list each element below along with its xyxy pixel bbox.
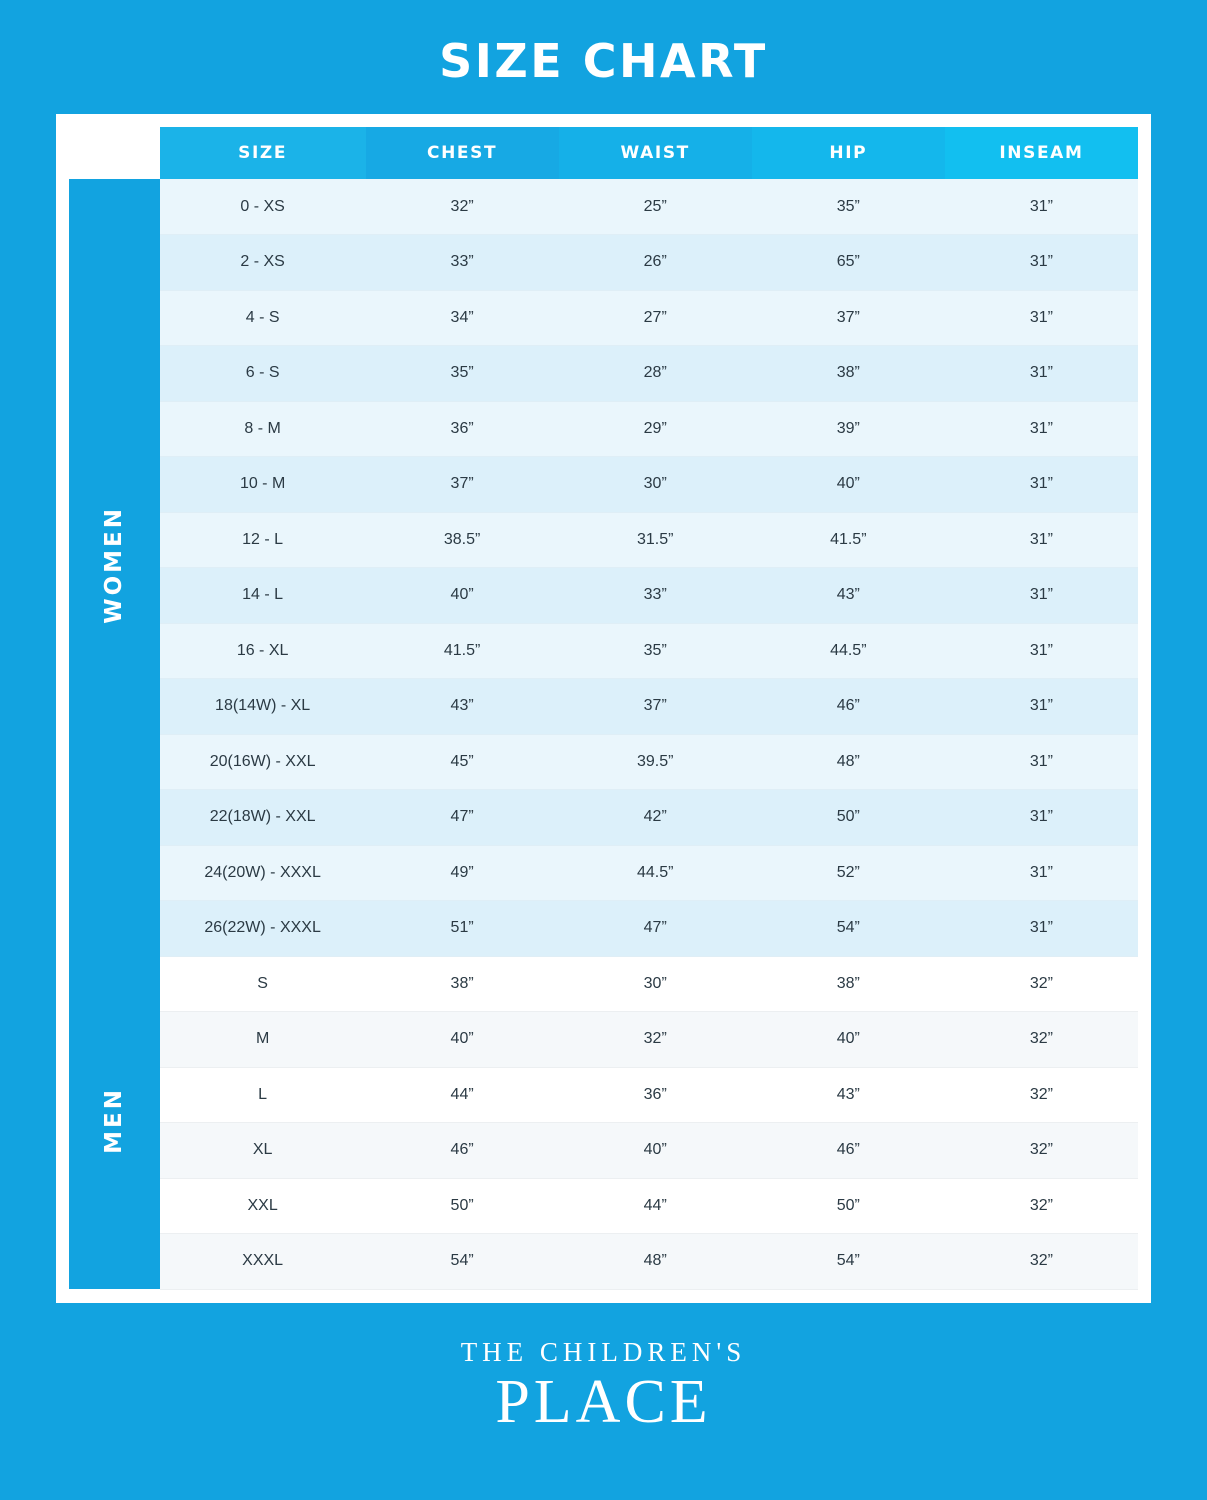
- cell-hip: 46”: [752, 1123, 945, 1179]
- table-row: [69, 790, 1138, 846]
- cell-chest: 38.5”: [366, 512, 559, 568]
- cell-inseam: 32”: [945, 1123, 1138, 1179]
- cell-waist: 44”: [559, 1178, 752, 1234]
- cell-inseam: 32”: [945, 956, 1138, 1012]
- cell-chest: 51”: [366, 901, 559, 957]
- column-header-inseam: INSEAM: [945, 127, 1138, 179]
- cell-size: 2 - XS: [160, 235, 366, 291]
- cell-hip: 39”: [752, 401, 945, 457]
- cell-size: 16 - XL: [160, 623, 366, 679]
- cell-inseam: 31”: [945, 401, 1138, 457]
- cell-waist: 44.5”: [559, 845, 752, 901]
- cell-hip: 43”: [752, 1067, 945, 1123]
- table-row: [69, 457, 1138, 513]
- cell-hip: 52”: [752, 845, 945, 901]
- table-row: [69, 290, 1138, 346]
- cell-inseam: 31”: [945, 512, 1138, 568]
- cell-chest: 44”: [366, 1067, 559, 1123]
- table-row: [69, 623, 1138, 679]
- cell-waist: 28”: [559, 346, 752, 402]
- table-row: [69, 1012, 1138, 1068]
- cell-hip: 37”: [752, 290, 945, 346]
- table-row: [69, 235, 1138, 291]
- cell-size: 8 - M: [160, 401, 366, 457]
- cell-inseam: 31”: [945, 845, 1138, 901]
- group-label-women-text: WOMEN: [101, 506, 128, 624]
- table-row: [69, 568, 1138, 624]
- cell-inseam: 32”: [945, 1067, 1138, 1123]
- cell-chest: 32”: [366, 179, 559, 235]
- cell-size: 22(18W) - XXL: [160, 790, 366, 846]
- cell-inseam: 31”: [945, 346, 1138, 402]
- cell-chest: 34”: [366, 290, 559, 346]
- cell-chest: 38”: [366, 956, 559, 1012]
- table-row: [69, 512, 1138, 568]
- table-row: [69, 845, 1138, 901]
- cell-hip: 40”: [752, 457, 945, 513]
- cell-size: 14 - L: [160, 568, 366, 624]
- group-label-women: [69, 179, 160, 956]
- cell-chest: 37”: [366, 457, 559, 513]
- cell-hip: 54”: [752, 1234, 945, 1290]
- table-header-row: [69, 127, 1138, 179]
- cell-waist: 36”: [559, 1067, 752, 1123]
- cell-waist: 30”: [559, 457, 752, 513]
- cell-waist: 35”: [559, 623, 752, 679]
- cell-size: 12 - L: [160, 512, 366, 568]
- cell-hip: 48”: [752, 734, 945, 790]
- table-row: [69, 956, 1138, 1012]
- brand-logo-line2: PLACE: [495, 1367, 712, 1436]
- cell-hip: 54”: [752, 901, 945, 957]
- cell-chest: 43”: [366, 679, 559, 735]
- cell-chest: 41.5”: [366, 623, 559, 679]
- cell-waist: 48”: [559, 1234, 752, 1290]
- cell-waist: 42”: [559, 790, 752, 846]
- table-head: [69, 127, 1138, 179]
- cell-chest: 46”: [366, 1123, 559, 1179]
- cell-hip: 50”: [752, 790, 945, 846]
- cell-size: 10 - M: [160, 457, 366, 513]
- cell-inseam: 31”: [945, 568, 1138, 624]
- cell-waist: 39.5”: [559, 734, 752, 790]
- cell-inseam: 31”: [945, 290, 1138, 346]
- cell-size: XXL: [160, 1178, 366, 1234]
- brand-logo: [461, 1337, 747, 1435]
- cell-chest: 36”: [366, 401, 559, 457]
- cell-hip: 38”: [752, 956, 945, 1012]
- size-chart-frame: [56, 114, 1151, 1303]
- page-title: SIZE CHART: [439, 34, 768, 88]
- size-chart-table: [69, 127, 1138, 1290]
- cell-chest: 35”: [366, 346, 559, 402]
- group-label-men: [69, 956, 160, 1289]
- cell-size: XL: [160, 1123, 366, 1179]
- cell-chest: 49”: [366, 845, 559, 901]
- cell-size: L: [160, 1067, 366, 1123]
- cell-inseam: 31”: [945, 457, 1138, 513]
- table-row: [69, 346, 1138, 402]
- cell-waist: 40”: [559, 1123, 752, 1179]
- cell-waist: 37”: [559, 679, 752, 735]
- table-row: [69, 734, 1138, 790]
- cell-inseam: 31”: [945, 901, 1138, 957]
- cell-inseam: 32”: [945, 1234, 1138, 1290]
- cell-hip: 65”: [752, 235, 945, 291]
- column-header-hip: HIP: [752, 127, 945, 179]
- cell-chest: 40”: [366, 568, 559, 624]
- cell-inseam: 31”: [945, 734, 1138, 790]
- cell-size: 20(16W) - XXL: [160, 734, 366, 790]
- column-header-size: SIZE: [160, 127, 366, 179]
- cell-chest: 47”: [366, 790, 559, 846]
- column-header-group: [69, 127, 160, 179]
- table-row: [69, 901, 1138, 957]
- brand-logo-line1: THE CHILDREN'S: [460, 1336, 747, 1367]
- cell-size: 26(22W) - XXXL: [160, 901, 366, 957]
- table-row: [69, 1067, 1138, 1123]
- cell-size: 18(14W) - XL: [160, 679, 366, 735]
- cell-inseam: 31”: [945, 679, 1138, 735]
- cell-waist: 25”: [559, 179, 752, 235]
- cell-size: 0 - XS: [160, 179, 366, 235]
- cell-hip: 43”: [752, 568, 945, 624]
- table-body: [69, 179, 1138, 1289]
- cell-chest: 40”: [366, 1012, 559, 1068]
- cell-size: 24(20W) - XXXL: [160, 845, 366, 901]
- cell-hip: 44.5”: [752, 623, 945, 679]
- cell-hip: 35”: [752, 179, 945, 235]
- cell-hip: 38”: [752, 346, 945, 402]
- cell-size: S: [160, 956, 366, 1012]
- cell-hip: 46”: [752, 679, 945, 735]
- cell-hip: 50”: [752, 1178, 945, 1234]
- cell-size: 6 - S: [160, 346, 366, 402]
- group-label-men-text: MEN: [101, 1086, 128, 1154]
- cell-waist: 33”: [559, 568, 752, 624]
- cell-inseam: 31”: [945, 790, 1138, 846]
- cell-size: 4 - S: [160, 290, 366, 346]
- cell-waist: 32”: [559, 1012, 752, 1068]
- table-row: [69, 401, 1138, 457]
- cell-inseam: 31”: [945, 623, 1138, 679]
- cell-size: M: [160, 1012, 366, 1068]
- table-row: [69, 1178, 1138, 1234]
- cell-waist: 31.5”: [559, 512, 752, 568]
- cell-waist: 27”: [559, 290, 752, 346]
- cell-size: XXXL: [160, 1234, 366, 1290]
- cell-inseam: 31”: [945, 235, 1138, 291]
- cell-inseam: 32”: [945, 1178, 1138, 1234]
- cell-hip: 41.5”: [752, 512, 945, 568]
- cell-chest: 50”: [366, 1178, 559, 1234]
- cell-hip: 40”: [752, 1012, 945, 1068]
- table-row: [69, 1234, 1138, 1290]
- cell-inseam: 32”: [945, 1012, 1138, 1068]
- cell-waist: 30”: [559, 956, 752, 1012]
- cell-inseam: 31”: [945, 179, 1138, 235]
- table-row: [69, 1123, 1138, 1179]
- cell-chest: 33”: [366, 235, 559, 291]
- column-header-chest: CHEST: [366, 127, 559, 179]
- cell-chest: 54”: [366, 1234, 559, 1290]
- cell-waist: 47”: [559, 901, 752, 957]
- cell-waist: 29”: [559, 401, 752, 457]
- cell-chest: 45”: [366, 734, 559, 790]
- table-row: [69, 179, 1138, 235]
- table-row: [69, 679, 1138, 735]
- cell-waist: 26”: [559, 235, 752, 291]
- column-header-waist: WAIST: [559, 127, 752, 179]
